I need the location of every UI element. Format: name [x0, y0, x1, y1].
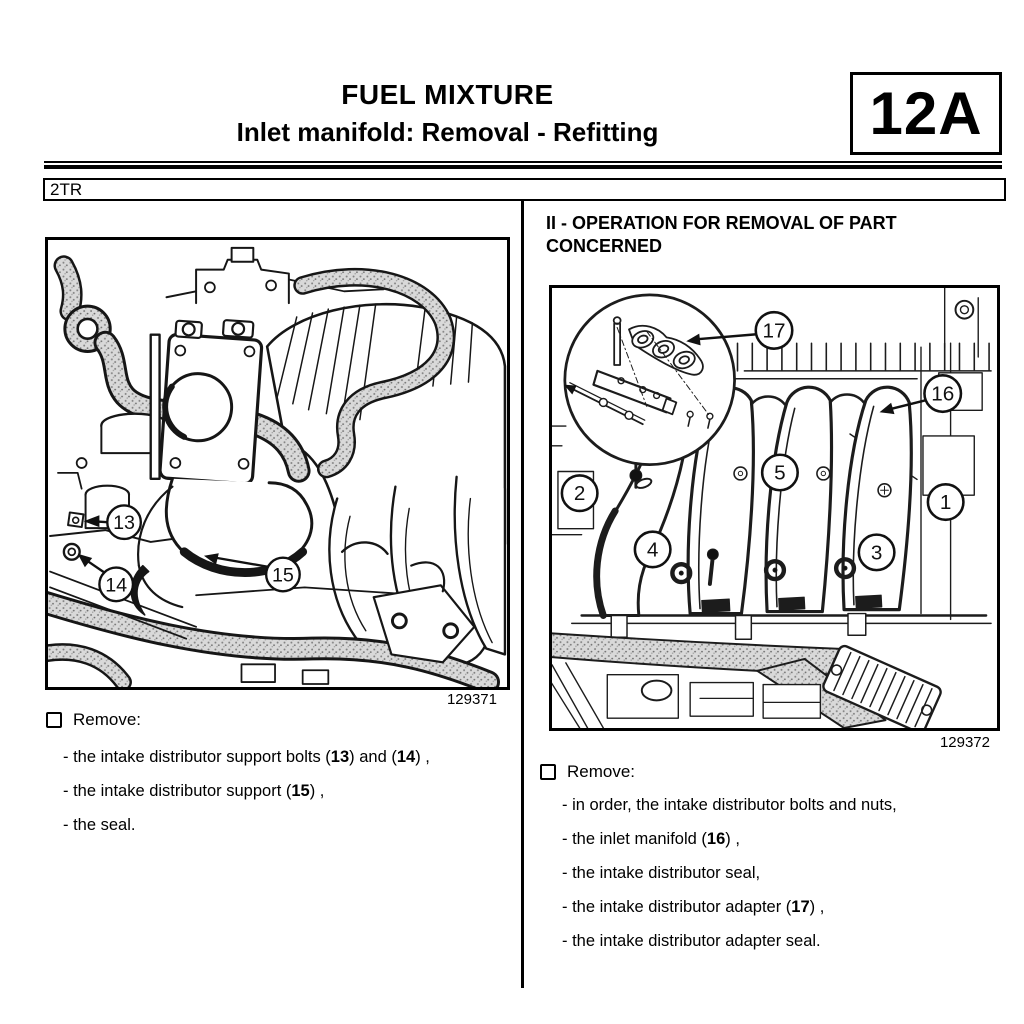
callout-5-label: 5: [774, 461, 786, 485]
list-item: - the seal.: [63, 816, 136, 834]
remove-label: Remove:: [567, 762, 636, 781]
figure-intake-distributor-support: [45, 237, 510, 690]
callout-4-label: 4: [646, 538, 659, 562]
callout-16-label: 16: [931, 382, 955, 406]
list-item: - the intake distributor adapter (17) ,: [562, 898, 825, 916]
header-rule-thick: [44, 165, 1002, 169]
callout-17: [756, 312, 793, 349]
list-item: - the intake distributor support (15) ,: [63, 782, 325, 800]
manifold-diagram-129372: [552, 288, 997, 728]
header-rule-thin: [44, 161, 1002, 163]
callout-3-label: 3: [870, 541, 883, 565]
callout-2: [562, 475, 598, 511]
callout-2-label: 2: [573, 482, 586, 506]
section-code: 12A: [869, 80, 983, 147]
callout-15: [266, 558, 300, 592]
callout-13: [107, 505, 141, 539]
engine-diagram-129371: [48, 240, 507, 687]
callout-1: [928, 484, 964, 520]
callout-3: [859, 535, 895, 571]
list-item: - the intake distributor seal,: [562, 864, 761, 882]
callout-14-label: 14: [105, 574, 128, 597]
remove-heading-left: [46, 710, 141, 730]
arrow-14-icon: [78, 554, 93, 568]
remove-heading-right: [540, 762, 635, 782]
remove-label: Remove:: [73, 710, 142, 729]
square-bullet-icon: [540, 764, 556, 780]
page-title: FUEL MIXTURE: [341, 79, 554, 110]
list-item: - the intake distributor adapter seal.: [562, 932, 821, 950]
callout-5: [762, 455, 798, 491]
callout-15-label: 15: [271, 564, 294, 587]
callout-16: [924, 375, 961, 412]
section-code-box: [850, 72, 1002, 155]
list-item: - in order, the intake distributor bolts and nuts,: [562, 796, 897, 814]
list-item: - the inlet manifold (16) ,: [562, 830, 740, 848]
callout-1-label: 1: [939, 490, 952, 514]
page-subtitle: Inlet manifold: Removal - Refitting: [236, 117, 659, 147]
column-divider: [521, 201, 524, 988]
engine-code: 2TR: [50, 180, 83, 199]
callout-17-label: 17: [762, 319, 786, 343]
list-item: - the intake distributor support bolts (13) and (14) ,: [63, 748, 430, 766]
figure-number-right: 129372: [939, 734, 990, 751]
callout-4: [635, 532, 671, 568]
square-bullet-icon: [46, 712, 62, 728]
figure-number-left: 129371: [446, 691, 497, 708]
figure-inlet-manifold: [549, 285, 1000, 731]
section-heading: II - OPERATION FOR REMOVAL OF PART CONCERNED: [546, 213, 897, 256]
engine-code-box: [43, 178, 1006, 201]
callout-13-label: 13: [113, 512, 136, 535]
callout-14: [99, 568, 133, 602]
